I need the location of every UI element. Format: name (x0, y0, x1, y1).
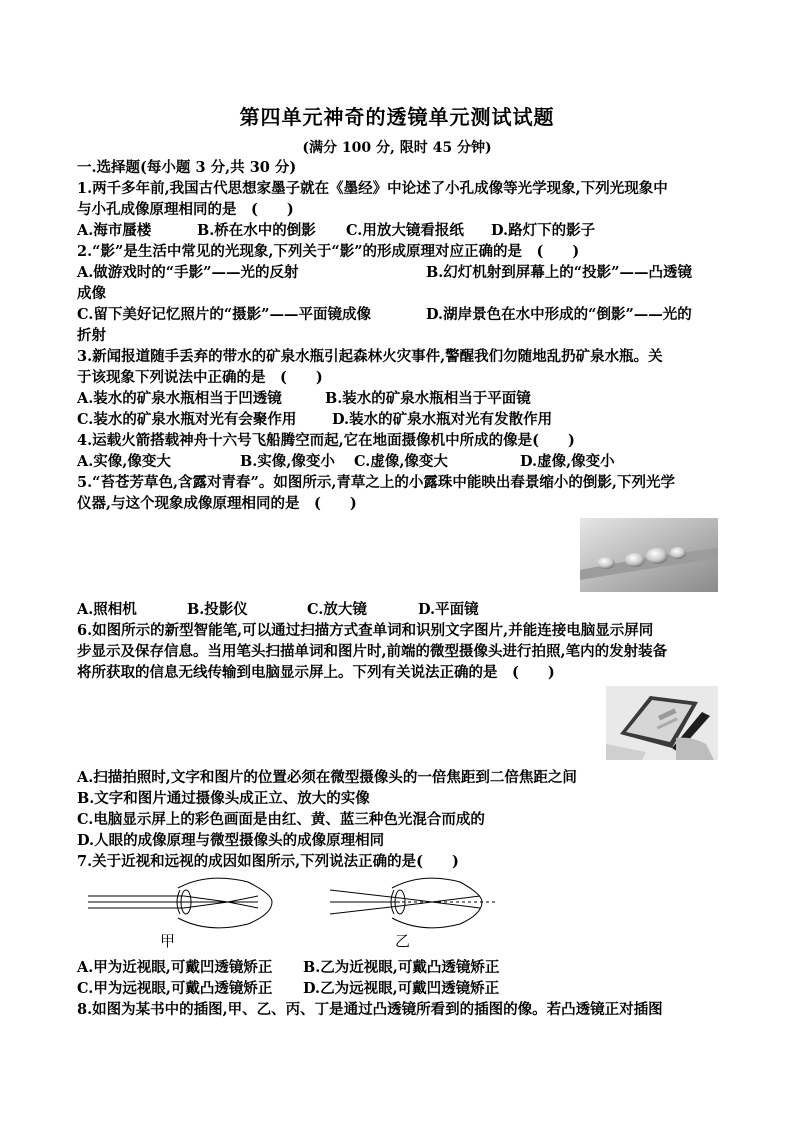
q2-option-d-cont: 折射 (77, 327, 106, 344)
q1-option-c: C.用放大镜看报纸 (346, 222, 464, 239)
section-heading: 一.选择题(每小题 3 分,共 30 分) (77, 159, 297, 176)
q7-option-d: D.乙为远视眼,可戴凹透镜矫正 (303, 980, 500, 997)
question-7-line-1: 7.关于近视和远视的成因如图所示,下列说法正确的是( ) (77, 853, 459, 870)
question-4-line-1: 4.运载火箭搭载神舟十六号飞船腾空而起,它在地面摄像机中所成的像是( ) (77, 432, 575, 449)
q7-option-b: B.乙为近视眼,可戴凸透镜矫正 (303, 959, 500, 976)
question-5-line-1: 5.“苔苍芳草色,含露对青春”。如图所示,青草之上的小露珠中能映出春景缩小的倒影,下列光学 (77, 474, 675, 491)
q1-option-a: A.海市蜃楼 (77, 222, 152, 239)
q2-option-b: B.幻灯机射到屏幕上的“投影”——凸透镜 (426, 264, 692, 281)
q6-option-b: B.文字和图片通过摄像头成正立、放大的实像 (77, 790, 370, 807)
q6-option-a: A.扫描拍照时,文字和图片的位置必须在微型摄像头的一倍焦距到二倍焦距之间 (77, 769, 577, 786)
question-1-line-1: 1.两千多年前,我国古代思想家墨子就在《墨经》中论述了小孔成像等光学现象,下列光现象中 (77, 180, 668, 197)
question-5-line-2: 仪器,与这个现象成像原理相同的是 ( ) (77, 495, 357, 512)
q6-option-d: D.人眼的成像原理与微型摄像头的成像原理相同 (77, 832, 385, 849)
q6-option-c: C.电脑显示屏上的彩色画面是由红、黄、蓝三种色光混合而成的 (77, 811, 485, 828)
page-subtitle: (满分 100 分, 限时 45 分钟) (302, 140, 492, 156)
q1-option-b: B.桥在水中的倒影 (197, 222, 316, 239)
q3-option-d: D.装水的矿泉水瓶对光有发散作用 (332, 411, 553, 428)
question-6-line-1: 6.如图所示的新型智能笔,可以通过扫描方式查单词和识别文字图片,并能连接电脑显示屏同 (77, 622, 654, 639)
q5-option-d: D.平面镜 (418, 601, 479, 618)
dewdrop-photo (580, 518, 718, 592)
q2-option-b-cont: 成像 (77, 285, 106, 302)
eye-diagram-jia (88, 874, 278, 944)
q3-option-b: B.装水的矿泉水瓶相当于平面镜 (325, 390, 531, 407)
q7-option-c: C.甲为远视眼,可戴凸透镜矫正 (77, 980, 273, 997)
question-2-line-1: 2.“影”是生活中常见的光现象,下列关于“影”的形成原理对应正确的是 ( ) (77, 243, 580, 260)
q4-option-a: A.实像,像变大 (77, 453, 171, 470)
q3-option-c: C.装水的矿泉水瓶对光有会聚作用 (77, 411, 297, 428)
q2-option-a: A.做游戏时的“手影”——光的反射 (77, 264, 299, 281)
q2-option-d: D.湖岸景色在水中形成的“倒影”——光的 (426, 306, 692, 323)
question-6-line-2: 步显示及保存信息。当用笔头扫描单词和图片时,前端的微型摄像头进行拍照,笔内的发射装备 (77, 643, 668, 660)
figure-label-jia: 甲 (160, 932, 176, 950)
smart-pen-photo (606, 686, 718, 760)
q4-option-c: C.虚像,像变大 (354, 453, 448, 470)
q3-option-a: A.装水的矿泉水瓶相当于凹透镜 (77, 390, 282, 407)
q5-option-b: B.投影仪 (187, 601, 248, 618)
question-6-line-3: 将所获取的信息无线传输到电脑显示屏上。下列有关说法正确的是 ( ) (77, 664, 555, 681)
page-title: 第四单元神奇的透镜单元测试试题 (239, 105, 555, 129)
q2-option-c: C.留下美好记忆照片的“摄影”——平面镜成像 (77, 306, 372, 323)
q7-option-a: A.甲为近视眼,可戴凹透镜矫正 (77, 959, 273, 976)
question-1-line-2: 与小孔成像原理相同的是 ( ) (77, 201, 294, 218)
q4-option-b: B.实像,像变小 (240, 453, 335, 470)
question-3-line-2: 于该现象下列说法中正确的是 ( ) (77, 369, 323, 386)
q5-option-c: C.放大镜 (307, 601, 367, 618)
q5-option-a: A.照相机 (77, 601, 137, 618)
question-3-line-1: 3.新闻报道随手丢弃的带水的矿泉水瓶引起森林火灾事件,警醒我们勿随地乱扔矿泉水瓶。关 (77, 348, 663, 365)
figure-label-yi: 乙 (395, 932, 411, 950)
q1-option-d: D.路灯下的影子 (491, 222, 596, 239)
eye-diagram-yi (330, 874, 500, 944)
q4-option-d: D.虚像,像变小 (520, 453, 615, 470)
question-8-line-1: 8.如图为某书中的插图,甲、乙、丙、丁是通过凸透镜所看到的插图的像。若凸透镜正对插图 (77, 1001, 663, 1018)
